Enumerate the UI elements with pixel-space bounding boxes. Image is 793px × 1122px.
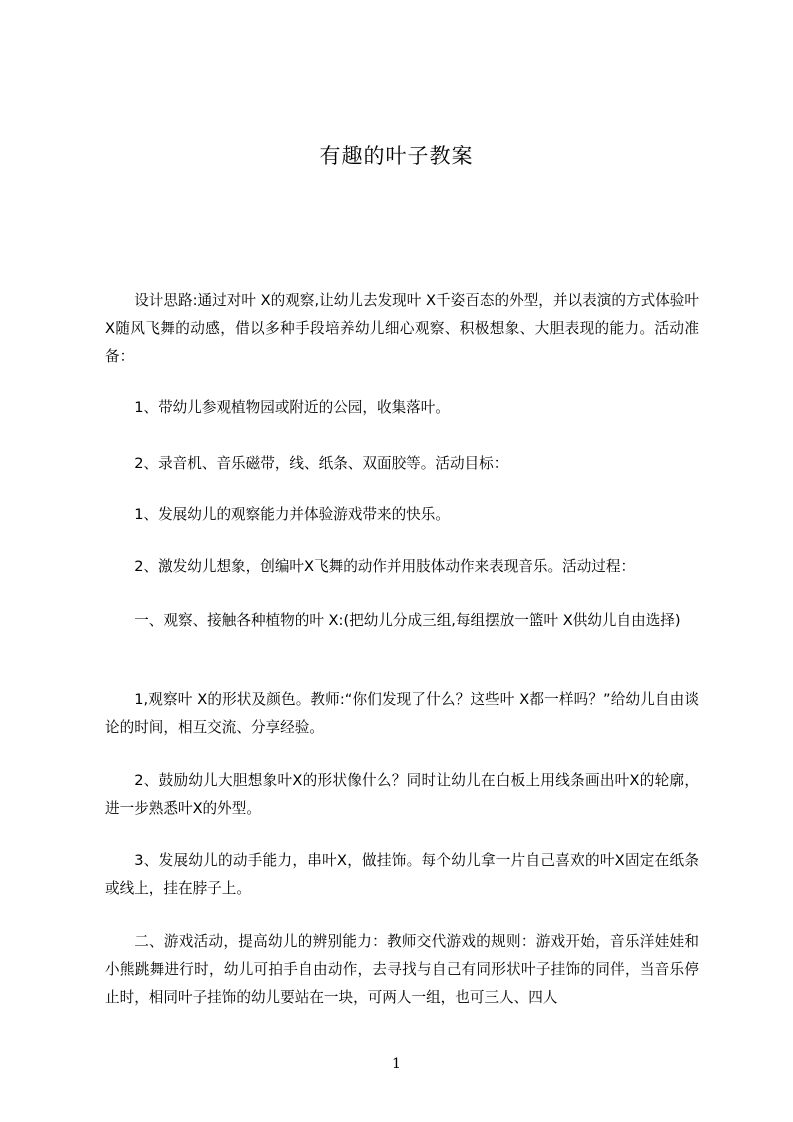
paragraph-goal-1: 1、发展幼儿的观察能力并体验游戏带来的快乐。 [134, 506, 450, 523]
page-number: 1 [392, 1056, 401, 1072]
paragraph-prep-2: 2、录音机、音乐磁带，线、纸条、双面胶等。活动目标： [134, 455, 509, 472]
paragraph-design-idea: 设计思路:通过对叶 X的观察,让幼儿去发现叶 X千姿百态的外型，并以表演的方式体验叶X随风飞舞的动感，借以多种手段培养幼儿细心观察、积极想象、大胆表现的能力。活动准备： [105, 292, 699, 365]
paragraph-observe-1: 1,观察叶 X的形状及颜色。教师:“你们发现了什么？这些叶 X都一样吗？”给幼儿自由谈论的时间，相互交流、分享经验。 [105, 691, 699, 736]
paragraph-goal-2: 2、激发幼儿想象，创编叶X飞舞的动作并用肢体动作来表现音乐。活动过程： [134, 558, 636, 575]
document-title: 有趣的叶子教案 [319, 144, 474, 168]
paragraph-observe-3: 3、发展幼儿的动手能力，串叶X，做挂饰。每个幼儿拿一片自己喜欢的叶X固定在纸条或线上，挂在脖子上。 [105, 852, 699, 897]
paragraph-prep-1: 1、带幼儿参观植物园或附近的公园，收集落叶。 [134, 399, 450, 416]
paragraph-process-1: 一、观察、接触各种植物的叶 X:(把幼儿分成三组,每组摆放一篮叶 X供幼儿自由选择) [134, 612, 681, 629]
paragraph-observe-2: 2、鼓励幼儿大胆想象叶X的形状像什么？同时让幼儿在白板上用线条画出叶X的轮廓，进一步熟悉叶X的外型。 [105, 772, 699, 817]
paragraph-game: 二、游戏活动，提高幼儿的辨别能力：教师交代游戏的规则：游戏开始，音乐洋娃娃和小熊跳舞进行时，幼儿可拍手自由动作，去寻找与自己有同形状叶子挂饰的同伴，当音乐停止时，相同叶子挂饰的幼儿要站在一块，可两人一组，也可三人、四人 [105, 933, 699, 1006]
